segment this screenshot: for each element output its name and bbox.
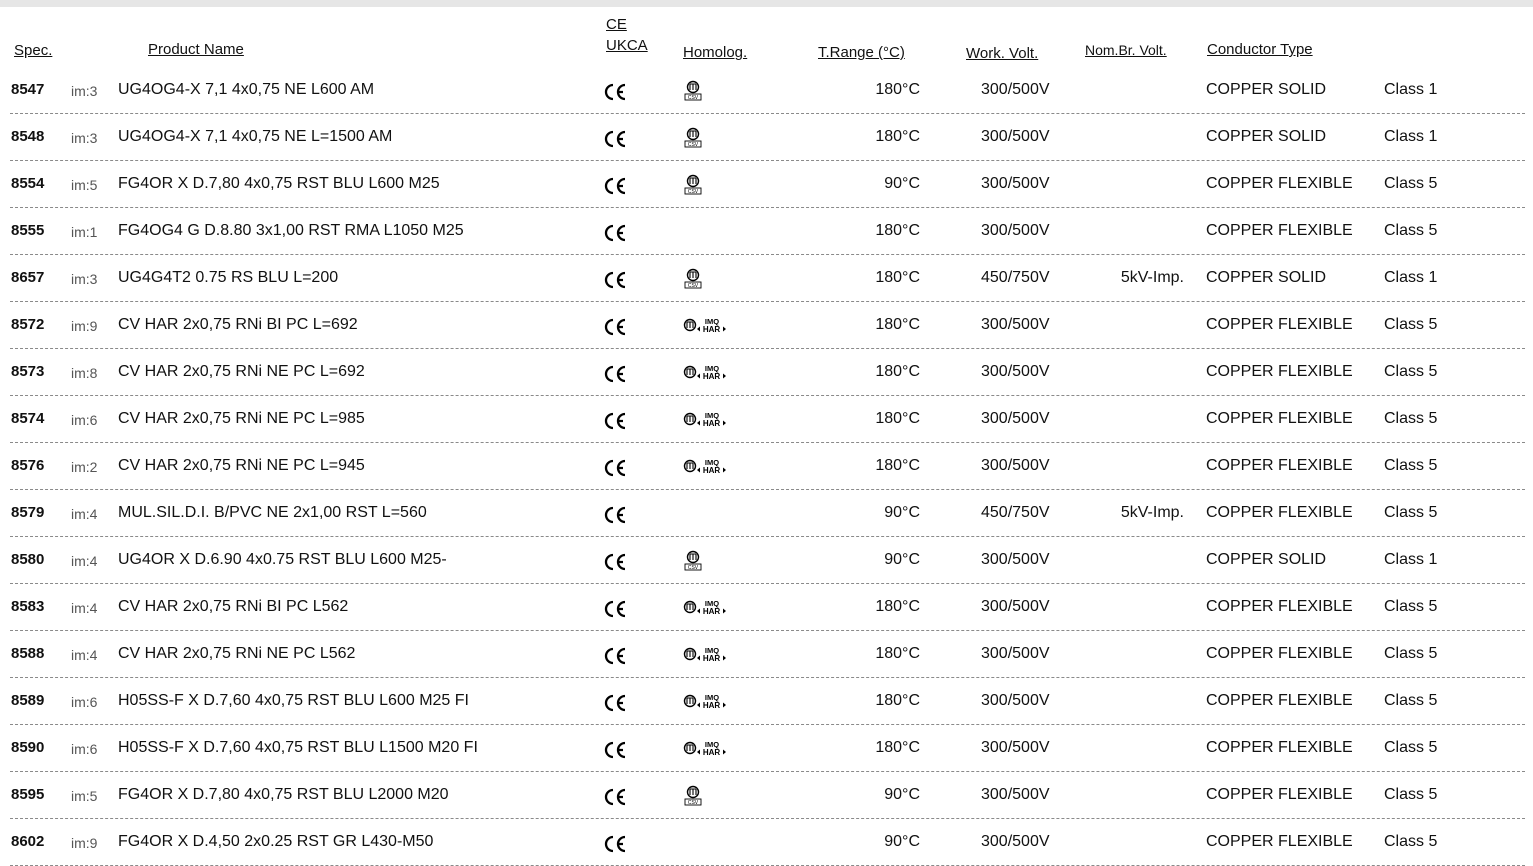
cell-cond: COPPER FLEXIBLE — [1206, 786, 1353, 803]
cell-im: im:5 — [71, 788, 98, 804]
cell-cls: Class 1 — [1384, 551, 1438, 568]
cell-name: FG4OR X D.7,80 4x0,75 RST BLU L2000 M20 — [118, 786, 449, 803]
cell-temp: 180°C — [875, 692, 920, 709]
cell-work: 300/500V — [981, 833, 1050, 850]
cell-name: H05SS-F X D.7,60 4x0,75 RST BLU L600 M25 FI — [118, 692, 469, 709]
ce-mark-icon — [603, 600, 627, 618]
csv-text: CSV — [687, 142, 699, 148]
har-text: HAR — [702, 701, 721, 710]
header-product-name[interactable]: Product Name — [148, 41, 244, 58]
cell-name: FG4OR X D.4,50 2x0.25 RST GR L430-M50 — [118, 833, 434, 850]
ce-mark-icon — [603, 318, 627, 336]
cell-im: im:6 — [71, 694, 98, 710]
cell-im: im:1 — [71, 224, 98, 240]
cell-cond: COPPER SOLID — [1206, 269, 1327, 286]
cell-cond: COPPER FLEXIBLE — [1206, 410, 1353, 427]
imq-csv-mark-icon — [682, 268, 704, 290]
ce-mark-icon — [603, 177, 627, 195]
imq-text: IMQ — [704, 317, 720, 326]
cell-name: CV HAR 2x0,75 RNi BI PC L=692 — [118, 316, 358, 333]
csv-text: CSV — [687, 800, 699, 806]
cell-name: MUL.SIL.D.I. B/PVC NE 2x1,00 RST L=560 — [118, 504, 427, 521]
header-ce: CE — [606, 16, 627, 33]
cell-cls: Class 5 — [1384, 175, 1438, 192]
ce-mark-icon — [603, 788, 627, 806]
table-row[interactable] — [0, 162, 1533, 208]
table-row[interactable] — [0, 773, 1533, 819]
cell-temp: 90°C — [884, 551, 920, 568]
cell-cls: Class 5 — [1384, 598, 1438, 615]
cell-im: im:2 — [71, 459, 98, 475]
imq-csv-mark-icon — [682, 127, 704, 149]
cell-im: im:3 — [71, 130, 98, 146]
cell-spec: 8572 — [11, 316, 45, 333]
table-row[interactable] — [0, 444, 1533, 490]
imq-text: IMQ — [704, 411, 720, 420]
cell-im: im:9 — [71, 318, 98, 334]
row-separator — [10, 724, 1525, 725]
row-separator — [10, 536, 1525, 537]
cell-im: im:9 — [71, 835, 98, 851]
top-bar — [0, 0, 1533, 7]
cell-im: im:4 — [71, 553, 98, 569]
ce-mark-icon — [603, 130, 627, 148]
header-spec[interactable]: Spec. — [14, 42, 53, 59]
row-separator — [10, 677, 1525, 678]
cell-work: 300/500V — [981, 645, 1050, 662]
cell-spec: 8602 — [11, 833, 45, 850]
ce-mark-icon — [603, 506, 627, 524]
imq-har-mark-icon — [682, 691, 726, 713]
cell-work: 300/500V — [981, 175, 1050, 192]
cell-cls: Class 5 — [1384, 739, 1438, 756]
cell-work: 300/500V — [981, 457, 1050, 474]
cell-cond: COPPER FLEXIBLE — [1206, 833, 1353, 850]
cell-temp: 180°C — [875, 128, 920, 145]
cell-name: H05SS-F X D.7,60 4x0,75 RST BLU L1500 M20 FI — [118, 739, 478, 756]
cell-cls: Class 5 — [1384, 645, 1438, 662]
imq-csv-mark-icon — [682, 80, 704, 102]
cell-name: CV HAR 2x0,75 RNi NE PC L=692 — [118, 363, 365, 380]
cell-cond: COPPER FLEXIBLE — [1206, 316, 1353, 333]
imq-har-mark-icon — [682, 315, 726, 337]
cell-spec: 8579 — [11, 504, 45, 521]
cell-cond: COPPER FLEXIBLE — [1206, 175, 1353, 192]
cell-cond: COPPER FLEXIBLE — [1206, 739, 1353, 756]
cell-name: CV HAR 2x0,75 RNi NE PC L=985 — [118, 410, 365, 427]
har-text: HAR — [702, 654, 721, 663]
har-text: HAR — [702, 372, 721, 381]
cell-cond: COPPER FLEXIBLE — [1206, 692, 1353, 709]
imq-text: IMQ — [704, 740, 720, 749]
imq-text: IMQ — [704, 364, 720, 373]
cell-im: im:6 — [71, 412, 98, 428]
cell-name: UG4OR X D.6.90 4x0.75 RST BLU L600 M25- — [118, 551, 447, 568]
cell-cond: COPPER SOLID — [1206, 81, 1327, 98]
header-ce-ukca[interactable] — [606, 14, 648, 56]
cell-spec: 8590 — [11, 739, 45, 756]
table-row[interactable] — [0, 726, 1533, 772]
cell-temp: 90°C — [884, 786, 920, 803]
har-text: HAR — [702, 607, 721, 616]
imq-csv-mark-icon — [682, 174, 704, 196]
cell-cls: Class 5 — [1384, 363, 1438, 380]
cell-cond: COPPER FLEXIBLE — [1206, 457, 1353, 474]
cell-work: 300/500V — [981, 410, 1050, 427]
imq-har-mark-icon — [682, 456, 726, 478]
imq-text: IMQ — [704, 693, 720, 702]
cell-temp: 180°C — [875, 316, 920, 333]
cell-work: 300/500V — [981, 363, 1050, 380]
row-separator — [10, 113, 1525, 114]
har-text: HAR — [702, 748, 721, 757]
ce-mark-icon — [603, 741, 627, 759]
cell-cls: Class 5 — [1384, 692, 1438, 709]
row-separator — [10, 489, 1525, 490]
table-row[interactable] — [0, 538, 1533, 584]
imq-csv-mark-icon — [682, 550, 704, 572]
row-separator — [10, 207, 1525, 208]
ce-mark-icon — [603, 459, 627, 477]
cell-cls: Class 5 — [1384, 316, 1438, 333]
cell-nombr: 5kV-Imp. — [1120, 269, 1184, 286]
cell-spec: 8574 — [11, 410, 45, 427]
cell-im: im:3 — [71, 271, 98, 287]
table-row[interactable] — [0, 115, 1533, 161]
row-separator — [10, 254, 1525, 255]
ce-mark-icon — [603, 412, 627, 430]
cell-name: CV HAR 2x0,75 RNi NE PC L=945 — [118, 457, 365, 474]
table-row[interactable] — [0, 491, 1533, 537]
ce-mark-icon — [603, 224, 627, 242]
cell-temp: 180°C — [875, 222, 920, 239]
cell-cls: Class 1 — [1384, 269, 1438, 286]
cell-temp: 180°C — [875, 410, 920, 427]
cell-cond: COPPER FLEXIBLE — [1206, 222, 1353, 239]
cell-nombr: 5kV-Imp. — [1120, 504, 1184, 521]
cell-work: 300/500V — [981, 128, 1050, 145]
har-text: HAR — [702, 419, 721, 428]
cell-name: FG4OG4 G D.8.80 3x1,00 RST RMA L1050 M25 — [118, 222, 464, 239]
cell-cls: Class 1 — [1384, 81, 1438, 98]
cell-temp: 180°C — [875, 81, 920, 98]
cell-cond: COPPER SOLID — [1206, 128, 1327, 145]
csv-text: CSV — [687, 189, 699, 195]
table-row[interactable] — [0, 585, 1533, 631]
ce-mark-icon — [603, 647, 627, 665]
cell-temp: 180°C — [875, 269, 920, 286]
cell-cond: COPPER SOLID — [1206, 551, 1327, 568]
cell-cls: Class 5 — [1384, 504, 1438, 521]
cell-spec: 8580 — [11, 551, 45, 568]
imq-har-mark-icon — [682, 597, 726, 619]
cell-cond: COPPER FLEXIBLE — [1206, 504, 1353, 521]
header-work-volt[interactable]: Work. Volt. — [966, 45, 1039, 62]
cell-work: 300/500V — [981, 81, 1050, 98]
csv-text: CSV — [687, 95, 699, 101]
cell-cond: COPPER FLEXIBLE — [1206, 645, 1353, 662]
header-nom-br-volt[interactable]: Nom.Br. Volt. — [1085, 42, 1167, 58]
table-row[interactable] — [0, 632, 1533, 678]
cell-name: FG4OR X D.7,80 4x0,75 RST BLU L600 M25 — [118, 175, 440, 192]
row-separator — [10, 301, 1525, 302]
table-row[interactable] — [0, 209, 1533, 255]
cell-work: 450/750V — [981, 504, 1050, 521]
cell-cls: Class 5 — [1384, 786, 1438, 803]
cell-work: 450/750V — [981, 269, 1050, 286]
cell-work: 300/500V — [981, 786, 1050, 803]
row-separator — [10, 442, 1525, 443]
table-row[interactable] — [0, 397, 1533, 443]
row-separator — [10, 771, 1525, 772]
cell-spec: 8555 — [11, 222, 45, 239]
header-homolog[interactable]: Homolog. — [683, 44, 748, 61]
table-row[interactable] — [0, 679, 1533, 725]
row-separator — [10, 630, 1525, 631]
imq-text: IMQ — [704, 599, 720, 608]
cell-temp: 90°C — [884, 833, 920, 850]
cell-name: UG4OG4-X 7,1 4x0,75 NE L=1500 AM — [118, 128, 393, 145]
cell-work: 300/500V — [981, 551, 1050, 568]
table-row[interactable] — [0, 68, 1533, 114]
cell-name: UG4OG4-X 7,1 4x0,75 NE L600 AM — [118, 81, 375, 98]
cell-work: 300/500V — [981, 598, 1050, 615]
ce-mark-icon — [603, 835, 627, 853]
cell-spec: 8588 — [11, 645, 45, 662]
cell-work: 300/500V — [981, 222, 1050, 239]
cell-spec: 8573 — [11, 363, 45, 380]
cell-temp: 180°C — [875, 645, 920, 662]
table-row[interactable] — [0, 350, 1533, 396]
cell-spec: 8595 — [11, 786, 45, 803]
cell-temp: 180°C — [875, 739, 920, 756]
cell-work: 300/500V — [981, 316, 1050, 333]
table-row[interactable] — [0, 303, 1533, 349]
cell-im: im:3 — [71, 83, 98, 99]
ce-mark-icon — [603, 271, 627, 289]
csv-text: CSV — [687, 565, 699, 571]
cell-spec: 8548 — [11, 128, 45, 145]
cell-im: im:4 — [71, 506, 98, 522]
imq-har-mark-icon — [682, 362, 726, 384]
row-separator — [10, 395, 1525, 396]
ce-mark-icon — [603, 694, 627, 712]
cell-cond: COPPER FLEXIBLE — [1206, 363, 1353, 380]
row-separator — [10, 818, 1525, 819]
cell-cls: Class 5 — [1384, 457, 1438, 474]
header-conductor-type[interactable]: Conductor Type — [1207, 41, 1313, 58]
cell-spec: 8583 — [11, 598, 45, 615]
cell-im: im:5 — [71, 177, 98, 193]
cell-im: im:4 — [71, 647, 98, 663]
cell-spec: 8547 — [11, 81, 45, 98]
cell-cls: Class 5 — [1384, 222, 1438, 239]
cell-temp: 90°C — [884, 175, 920, 192]
imq-text: IMQ — [704, 646, 720, 655]
cell-cond: COPPER FLEXIBLE — [1206, 598, 1353, 615]
cell-temp: 90°C — [884, 504, 920, 521]
imq-har-mark-icon — [682, 409, 726, 431]
cell-cls: Class 1 — [1384, 128, 1438, 145]
imq-har-mark-icon — [682, 738, 726, 760]
cell-temp: 180°C — [875, 598, 920, 615]
cell-cls: Class 5 — [1384, 833, 1438, 850]
cell-spec: 8576 — [11, 457, 45, 474]
imq-csv-mark-icon — [682, 785, 704, 807]
imq-text: IMQ — [704, 458, 720, 467]
cell-temp: 180°C — [875, 363, 920, 380]
cell-name: CV HAR 2x0,75 RNi NE PC L562 — [118, 645, 356, 662]
cell-im: im:8 — [71, 365, 98, 381]
ce-mark-icon — [603, 83, 627, 101]
cell-spec: 8589 — [11, 692, 45, 709]
header-trange[interactable]: T.Range (°C) — [818, 44, 905, 61]
table-row[interactable] — [0, 820, 1533, 866]
cell-work: 300/500V — [981, 692, 1050, 709]
table-row[interactable] — [0, 256, 1533, 302]
cell-name: UG4G4T2 0.75 RS BLU L=200 — [118, 269, 339, 286]
cell-name: CV HAR 2x0,75 RNi BI PC L562 — [118, 598, 349, 615]
cell-im: im:6 — [71, 741, 98, 757]
har-text: HAR — [702, 325, 721, 334]
row-separator — [10, 348, 1525, 349]
cell-im: im:4 — [71, 600, 98, 616]
cell-spec: 8657 — [11, 269, 45, 286]
header-ukca: UKCA — [606, 37, 648, 54]
imq-har-mark-icon — [682, 644, 726, 666]
csv-text: CSV — [687, 283, 699, 289]
row-separator — [10, 583, 1525, 584]
ce-mark-icon — [603, 553, 627, 571]
cell-spec: 8554 — [11, 175, 45, 192]
cell-temp: 180°C — [875, 457, 920, 474]
cell-cls: Class 5 — [1384, 410, 1438, 427]
cell-work: 300/500V — [981, 739, 1050, 756]
har-text: HAR — [702, 466, 721, 475]
row-separator — [10, 160, 1525, 161]
ce-mark-icon — [603, 365, 627, 383]
